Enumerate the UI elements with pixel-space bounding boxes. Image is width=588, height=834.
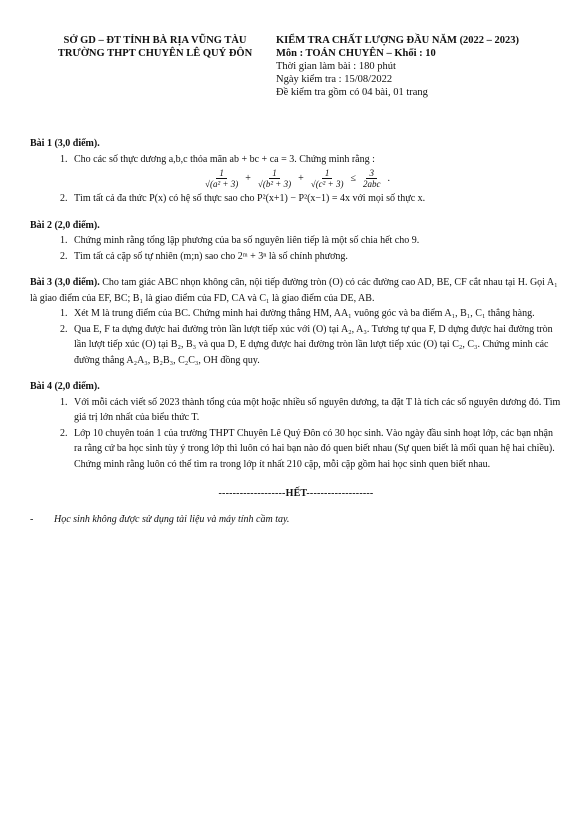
problem-4 [30,379,562,472]
exam-body [30,136,562,527]
question-text: Tìm tất cả cặp số tự nhiên (m;n) sao cho 2ᵐ + 3ⁿ là số chính phương. [74,250,348,262]
denominator: √(c² + 3) [310,179,344,189]
problem-intro [30,275,562,306]
numerator: 1 [322,168,333,179]
fraction [308,168,347,189]
exam-subject: Môn : TOÁN CHUYÊN – Khối : 10 [276,48,436,59]
question-number: 2. [60,193,68,204]
plus-sign: + [298,172,304,184]
problem-3 [30,275,562,368]
question-text: Lớp 10 chuyên toán 1 của trường THPT Chuyên Lê Quý Đôn có 30 học sinh. Vào ngày đầu sinh hoạt lớp, các bạn nhận ra rằng cứ ba học sinh tùy ý trong lớp thì luôn có hai bạn nào đó quen biết nhau (Sự quen biết là mối quan hệ hai chiều). Chứng minh rằng luôn có thể tìm ra trong lớp ít nhất 210 cặp, mỗi cặp gồm hai học sinh quen biết nhau. [74,427,555,470]
fraction [202,168,241,189]
plus-sign: + [245,172,251,184]
denominator: 2abc [362,179,381,189]
note-bullet: - [30,513,34,525]
numerator: 3 [366,168,377,179]
problem-intro-text: Cho tam giác ABC nhọn không cân, nội tiếp đường tròn (O) có các đường cao AD, BE, CF cắt nhau tại H. Gọi A₁ là giao điểm của EF, BC; B₁ là giao điểm của FD, CA và C₁ là giao điểm của DE, AB. [30,277,558,304]
question-item [30,306,562,322]
problem-title: Bài 1 (3,0 điểm). [30,138,100,149]
numerator: 1 [216,168,227,179]
question-number: 1. [60,153,68,165]
question-item [30,249,562,265]
exam-date: Ngày kiểm tra : 15/08/2022 [276,74,393,85]
problem-title: Bài 3 (3,0 điểm). [30,277,100,288]
problem-2 [30,218,562,265]
question-text: Với mỗi cách viết số 2023 thành tổng của một hoặc nhiều số nguyên dương, ta đặt T là tích các số nguyên dương đó. Tìm giá trị lớn nhất của biểu thức T. [74,396,561,423]
exam-title: KIỂM TRA CHẤT LƯỢNG ĐẦU NĂM (2022 – 2023) [276,35,520,46]
exam-pages: Đề kiểm tra gồm có 04 bài, 01 trang [276,87,428,98]
department-name: SỞ GD – ĐT TỈNH BÀ RỊA VŨNG TÀU [63,35,247,46]
question-number: 2. [60,323,68,335]
exam-note [30,512,562,528]
question-text: Qua E, F ta dựng được hai đường tròn lần lượt tiếp xúc với (O) tại A₂, A₃. Tương tự qua F, D dựng được hai đường tròn lần lượt tiếp xúc (O) tại B₂, B₃ và qua D, E dựng được hai đường tròn lần lượt tiếp xúc (O) tại C₂, C₃. Chứng minh các đường thẳng A₂A₃, B₂B₃, C₂C₃, OH đồng quy. [74,323,553,366]
inequality-formula [30,168,562,189]
problem-1 [30,136,562,207]
school-name: TRƯỜNG THPT CHUYÊN LÊ QUÝ ĐÔN [57,48,253,59]
question-text: Tìm tất cả đa thức P(x) có hệ số thực sao cho P²(x+1) − P²(x−1) = 4x với mọi số thực x. [74,193,426,204]
denominator: √(a² + 3) [205,179,239,189]
note-text: Học sinh không được sử dụng tài liệu và máy tính cầm tay. [54,513,290,525]
fraction [360,168,384,189]
question-number: 1. [60,396,68,408]
question-item [30,191,562,207]
question-item [30,426,562,473]
period: . [387,172,390,184]
numerator: 1 [269,168,280,179]
question-item [30,233,562,249]
denominator: √(b² + 3) [257,179,292,189]
question-text: Xét M là trung điểm của BC. Chứng minh hai đường thẳng HM, AA₁ vuông góc và ba điểm A₁, B₁, C₁ thẳng hàng. [74,308,535,319]
question-number: 1. [60,308,68,319]
exam-time: Thời gian làm bài : 180 phút [276,61,396,72]
school-header [30,34,280,60]
end-marker: -------------------HẾT------------------- [218,488,374,499]
question-number: 2. [60,250,68,262]
question-item [30,322,562,369]
fraction [255,168,294,189]
problem-title: Bài 2 (2,0 điểm). [30,219,100,231]
exam-header [276,34,576,99]
question-item [30,395,562,426]
question-item [30,152,562,168]
leq-sign: ≤ [350,172,356,184]
problem-title: Bài 4 (2,0 điểm). [30,381,100,392]
question-text: Chứng minh rằng tổng lập phương của ba số nguyên liên tiếp là một số chia hết cho 9. [74,235,420,246]
question-text: Cho các số thực dương a,b,c thỏa mãn ab + bc + ca = 3. Chứng minh rằng : [74,153,375,165]
question-number: 1. [60,235,68,246]
question-number: 2. [60,427,68,439]
